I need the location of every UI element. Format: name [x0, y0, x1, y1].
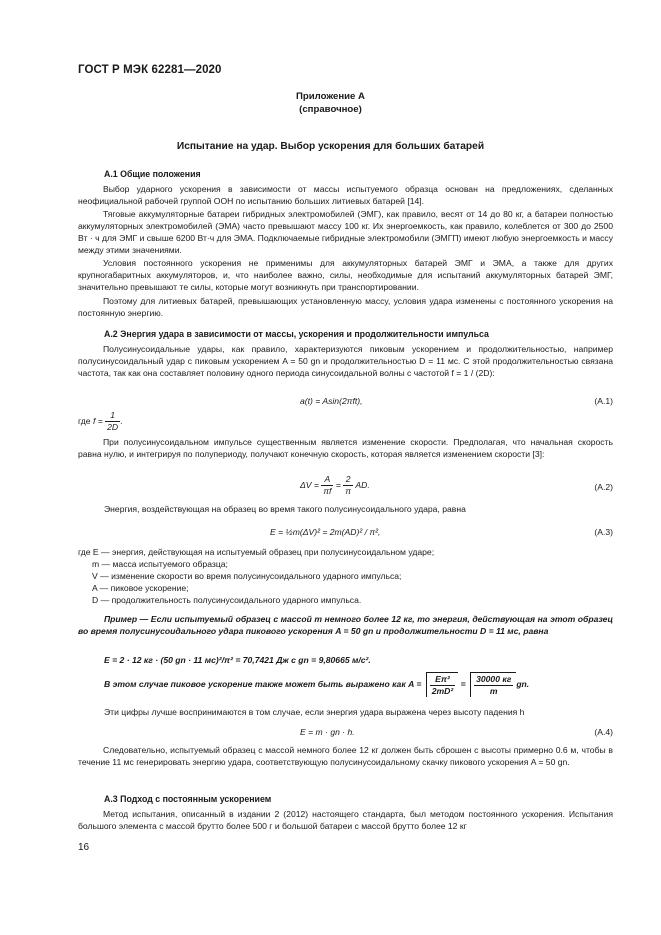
section-a3-heading: А.3 Подход с постоянным ускорением: [104, 794, 272, 804]
standard-header: ГОСТ Р МЭК 62281—2020: [78, 64, 222, 76]
sqrt1-denominator: 2mD²: [431, 686, 454, 696]
where-f-line: [78, 410, 123, 433]
sqrt-expression-1: [426, 672, 459, 697]
s2-paragraph-4: Эти цифры лучше воспринимаются в том случае, если энергия удара выражена через высоту падения h: [104, 707, 525, 717]
appendix-subtitle: (справочное): [299, 104, 362, 115]
example-calculation: E = 2 · 12 кг · (50 gn · 11 мс)²/π² = 70,7421 Дж с gn = 9,80665 м/с².: [104, 655, 371, 665]
equation-a1-number: (А.1): [594, 396, 613, 406]
f-fraction: [105, 410, 123, 433]
s1-paragraph-2: Тяговые аккумуляторные батареи гибридных электромобилей (ЭМГ), как правило, весят от 14 до 80 кг, а батареи полностью аккумуляторных электромобилей (ЭМА) часто превышают массу 100 кг. Их энергоемкость, как правило, колеблется от 300 до 2500 Вт · ч для ЭМГ и свыше 6200 Вт·ч для ЭМА. Подключаемые гибридные электромобили (ЭМГП) имеют любую энергоемкость и массу между этими значениями.: [78, 209, 613, 256]
f-lhs: f =: [92, 415, 103, 426]
section-a2-heading: А.2 Энергия удара в зависимости от массы, ускорения и продолжительности импульса: [104, 329, 489, 339]
equation-a4-number: (А.4): [594, 727, 613, 737]
equation-a2: [300, 474, 370, 497]
example-equals: =: [460, 678, 466, 689]
equation-a4: E = m · gn · h.: [300, 727, 355, 737]
eq2-num2: 2: [343, 474, 353, 486]
example-tail: gn.: [516, 678, 530, 689]
eq2-fraction-1: [321, 474, 333, 497]
eq2-lhs: ΔV =: [300, 479, 319, 490]
example-acceleration-line: [104, 672, 529, 697]
s2-paragraph-2: При полусинусоидальном импульсе существенным является изменение скорости. Предполагая, что начальная скорость равна нулю, и интегрируя по полупериоду, получают конечную скорость, которая является изменением скорости [3]:: [78, 437, 613, 460]
where-label: где: [78, 415, 91, 426]
definition-line-2: m — масса испытуемого образца;: [92, 559, 228, 569]
eq2-den2: π: [345, 486, 352, 496]
s2-paragraph-5: Следовательно, испытуемый образец с массой немного более 12 кг должен быть сброшен с высоты примерно 0.6 м, чтобы в течение 11 мс генерировать энергию удара, соответствующую полусинусоидальному скачку пикового ускорения A = 50 gn.: [78, 745, 613, 768]
example-acc-prefix: В этом случае пиковое ускорение также может быть выражено как A =: [104, 678, 422, 689]
equation-a3-number: (А.3): [594, 527, 613, 537]
equation-a1: a(t) = Asin(2πft),: [300, 396, 363, 406]
s1-paragraph-4: Поэтому для литиевых батарей, превышающих установленную массу, условия удара изменены с постоянного ускорения на постоянную энергию.: [78, 296, 613, 319]
appendix-title: Приложение А: [296, 91, 365, 102]
definition-line-4: A — пиковое ускорение;: [92, 583, 189, 593]
eq2-den1: πf: [323, 486, 332, 496]
eq2-fraction-2: [343, 474, 353, 497]
sqrt-fraction-1: [430, 674, 456, 697]
f-end: .: [120, 415, 123, 426]
sqrt-fraction-2: [474, 674, 513, 697]
s2-paragraph-3: Энергия, воздействующая на образец во время такого полусинусоидального удара, равна: [104, 504, 466, 514]
sqrt2-numerator: 30000 кг: [476, 674, 512, 684]
example-paragraph: Пример — Если испытуемый образец с массой m немного более 12 кг, то энергия, действующая на этот образец во время полусинусоидального удара пикового ускорения A = 50 gn и продолжительности D = 11 мс, равна: [78, 614, 613, 637]
f-numerator: 1: [105, 410, 120, 422]
f-denominator: 2D: [107, 422, 119, 432]
page-number: 16: [78, 842, 90, 853]
definition-line-3: V — изменение скорости во время полусинусоидального ударного импульса;: [92, 571, 402, 581]
eq2-rhs: AD.: [355, 479, 370, 490]
eq2-num1: A: [321, 474, 333, 486]
sqrt2-denominator: m: [489, 686, 498, 696]
section-a1-heading: А.1 Общие положения: [104, 169, 201, 179]
definition-line-1: где E — энергия, действующая на испытуемый образец при полусинусоидальном ударе;: [78, 547, 435, 557]
s1-paragraph-1: Выбор ударного ускорения в зависимости от массы испытуемого образца основан на предложениях, сделанных неофициальной рабочей группой ООН по испытанию больших литиевых батарей [14].: [78, 184, 613, 207]
equation-a2-number: (А.2): [594, 482, 613, 492]
s2-paragraph-1: Полусинусоидальные удары, как правило, характеризуются пиковым ускорением и продолжительностью, например полусинусоидальный удар с пиковым ускорением A = 50 gn и продолжительностью D = 11 мс. С этой продолжительностью связана частота, так как она составляет половину одного периода синусоидальной волны с частотой f = 1 / (2D):: [78, 344, 613, 379]
definition-line-5: D — продолжительность полусинусоидального ударного импульса.: [92, 595, 362, 605]
sqrt1-numerator: Eπ²: [430, 674, 456, 686]
s3-paragraph-1: Метод испытания, описанный в издании 2 (2012) настоящего стандарта, был методом постоянного ускорения. Испытания большого элемента с массой брутто более 500 г и большой батареи с массой брутто более 12 кг: [78, 809, 613, 832]
sqrt-expression-2: [470, 672, 516, 697]
main-title: Испытание на удар. Выбор ускорения для больших батарей: [176, 141, 485, 152]
eq2-mid: =: [335, 479, 341, 490]
equation-a3: E = ½m(ΔV)² = 2m(AD)² / π²,: [270, 527, 381, 537]
s1-paragraph-3: Условия постоянного ускорения не применимы для аккумуляторных батарей ЭМГ и ЭМА, а также для других крупногабаритных аккумуляторов, и, что наиболее важно, силы, необходимые для испытаний аккумуляторных батарей ЭМГ, значительно превышают те силы, которые могут возникнуть при транспортировании.: [78, 258, 613, 293]
